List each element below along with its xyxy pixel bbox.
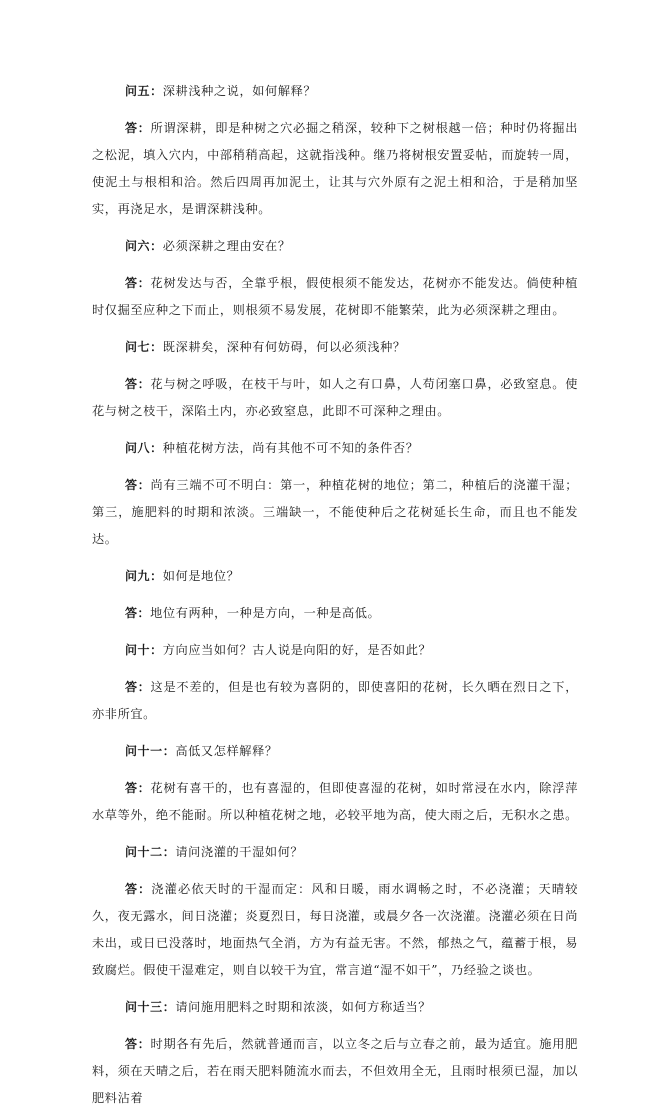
question-label: 问十： — [124, 643, 163, 657]
question-text: 请问浇灌的干湿如何？ — [175, 845, 304, 859]
answer-text: 这是不差的，但是也有较为喜阴的，即使喜阳的花树，长久晒在烈日之下，亦非所宜。 — [92, 680, 578, 721]
question-paragraph — [92, 334, 578, 361]
question-label: 问九： — [124, 569, 163, 583]
answer-text: 时期各有先后，然就普通而言，以立冬之后与立春之前，最为适宜。施用肥料，须在天晴之后，若在雨天肥料随流水而去，不但效用全无，且雨时根须已湿，加以肥料沾着 — [92, 1037, 578, 1105]
answer-label: 答： — [124, 882, 152, 896]
question-label: 问十二： — [124, 845, 176, 859]
answer-label: 答： — [124, 606, 151, 620]
answer-text: 浇灌必依天时的干湿而定：风和日暖，雨水调畅之时，不必浇灌；天晴较久，夜无露水，间日浇灌；炎夏烈日，每日浇灌，或晨夕各一次浇灌。浇灌必须在日尚未出，或日已没落时，地面热气全消，方为有益无害。不然，郁热之气，蕴蓄于根，易致腐烂。假使干湿难定，则自以较干为宜，常言道“湿不如干”，乃经验之谈也。 — [92, 882, 579, 977]
question-label: 问七： — [124, 340, 163, 354]
question-label: 问十三： — [124, 1000, 176, 1014]
answer-paragraph — [92, 876, 578, 984]
answer-label: 答： — [124, 1037, 151, 1051]
question-label: 问六： — [124, 239, 163, 253]
question-paragraph — [92, 233, 578, 260]
answer-label: 答： — [124, 680, 151, 694]
question-paragraph — [92, 994, 578, 1021]
question-text: 如何是地位？ — [162, 569, 240, 583]
answer-text: 花树发达与否，全靠乎根，假使根须不能发达，花树亦不能发达。倘使种植时仅掘至应种之下而止，则根须不易发展，花树即不能繁荣，此为必须深耕之理由。 — [92, 276, 578, 317]
answer-label: 答： — [124, 781, 151, 795]
answer-label: 答： — [124, 121, 151, 135]
answer-paragraph — [92, 472, 578, 553]
question-text: 请问施用肥料之时期和浓淡，如何方称适当？ — [175, 1000, 432, 1014]
answer-label: 答： — [124, 276, 151, 290]
question-paragraph — [92, 637, 578, 664]
answer-text: 所谓深耕，即是种树之穴必掘之稍深，较种下之树根越一倍；种时仍将掘出之松泥，填入穴内，中部稍稍高起，这就指浅种。继乃将树根安置妥帖，而旋转一周，使泥土与根相和洽。然后四周再加泥土，让其与穴外原有之泥土相和洽，于是稍加坚实，再浇足水，是谓深耕浅种。 — [92, 121, 578, 216]
question-paragraph — [92, 78, 578, 105]
answer-paragraph — [92, 775, 578, 829]
question-text: 方向应当如何？古人说是向阳的好，是否如此？ — [162, 643, 432, 657]
answer-text: 花树有喜干的，也有喜湿的，但即使喜湿的花树，如时常浸在水内，除浮萍水草等外，绝不能耐。所以种植花树之地，必较平地为高，使大雨之后，无积水之患。 — [92, 781, 578, 822]
question-text: 必须深耕之理由安在？ — [162, 239, 291, 253]
question-text: 深耕浅种之说，如何解释？ — [162, 84, 317, 98]
question-label: 问五： — [124, 84, 163, 98]
question-paragraph — [92, 839, 578, 866]
answer-paragraph — [92, 1031, 578, 1112]
question-paragraph — [92, 563, 578, 590]
answer-label: 答： — [124, 377, 151, 391]
answer-text: 花与树之呼吸，在枝干与叶，如人之有口鼻，人苟闭塞口鼻，必致窒息。使花与树之枝干，深陷土内，亦必致窒息，此即不可深种之理由。 — [92, 377, 578, 418]
question-text: 高低又怎样解释？ — [175, 744, 278, 758]
question-text: 种植花树方法，尚有其他不可不知的条件否？ — [162, 441, 419, 455]
answer-paragraph — [92, 674, 578, 728]
question-paragraph — [92, 738, 578, 765]
answer-paragraph — [92, 115, 578, 223]
answer-label: 答： — [124, 478, 151, 492]
question-text: 既深耕矣，深种有何妨碍，何以必须浅种？ — [162, 340, 406, 354]
answer-text: 地位有两种，一种是方向，一种是高低。 — [150, 606, 381, 620]
answer-text: 尚有三端不可不明白：第一，种植花树的地位；第二，种植后的浇灌干湿；第三，施肥料的时期和浓淡。三端缺一，不能使种后之花树延长生命，而且也不能发达。 — [92, 478, 578, 546]
answer-paragraph — [92, 270, 578, 324]
answer-paragraph — [92, 371, 578, 425]
question-paragraph — [92, 435, 578, 462]
question-label: 问八： — [124, 441, 163, 455]
answer-paragraph — [92, 600, 578, 627]
question-label: 问十一： — [124, 744, 176, 758]
